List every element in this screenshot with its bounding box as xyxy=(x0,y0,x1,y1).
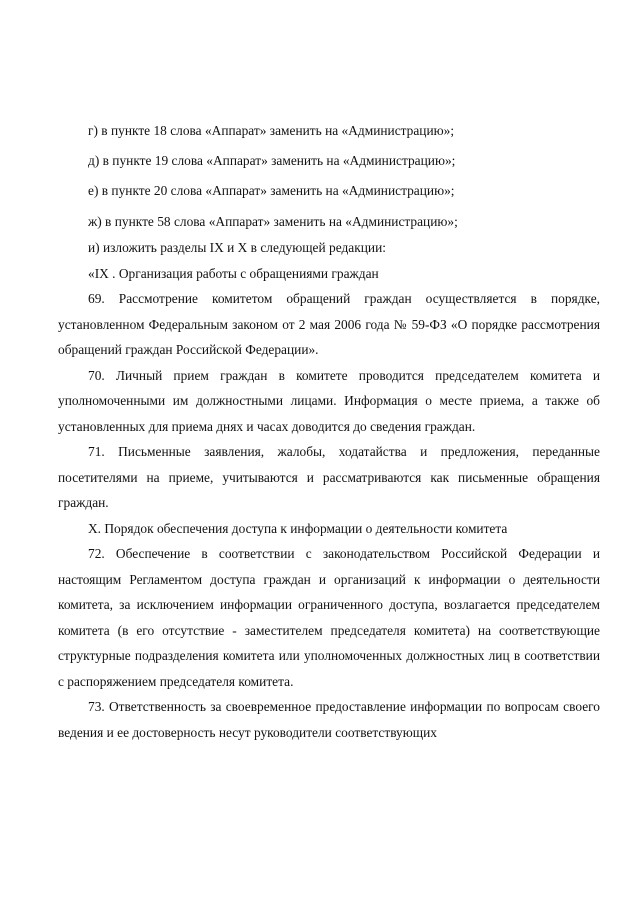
document-body xyxy=(58,118,600,745)
paragraph-72: 72. Обеспечение в соответствии с законодательством Российской Федерации и настоящим Регламентом доступа граждан и организаций к информации о деятельности комитета, за исключением информации ограниченного доступа, возлагается председателем комитета (в его отсутствие - заместителем председателя комитета) на соответствующие структурные подразделения комитета или уполномоченных должностных лиц в соответствии с распоряжением председателя комитета. xyxy=(58,546,600,689)
section-x-title: X. Порядок обеспечения доступа к информации о деятельности комитета xyxy=(88,520,508,536)
amendment-item-e: е) в пункте 20 слова «Аппарат» заменить на «Администрацию»; xyxy=(88,183,455,199)
paragraph-69: 69. Рассмотрение комитетом обращений граждан осуществляется в порядке, установленном Федеральным законом от 2 мая 2006 года № 59-ФЗ «О порядке рассмотрения обращений граждан Российской Федерации». xyxy=(58,291,600,358)
amendment-item-g: г) в пункте 18 слова «Аппарат» заменить на «Администрацию»; xyxy=(88,123,455,138)
section-ix-title: «IX . Организация работы с обращениями граждан xyxy=(88,265,379,281)
paragraph-70: 70. Личный прием граждан в комитете проводится председателем комитета и уполномоченными им должностными лицами. Информация о месте приема, а также об установленных для приема днях и часах доводится до сведения граждан. xyxy=(58,367,600,434)
paragraph-73: 73. Ответственность за своевременное предоставление информации по вопросам своего ведения и ее достоверность несут руководители соответствующих xyxy=(58,699,600,740)
amendment-item-d: д) в пункте 19 слова «Аппарат» заменить на «Администрацию»; xyxy=(88,153,456,169)
amendment-item-zh: ж) в пункте 58 слова «Аппарат» заменить на «Администрацию»; xyxy=(88,213,458,229)
amendment-item-i: и) изложить разделы IX и X в следующей редакции: xyxy=(88,240,386,256)
paragraph-71: 71. Письменные заявления, жалобы, ходатайства и предложения, переданные посетителями на приеме, учитываются и рассматриваются как письменные обращения граждан. xyxy=(58,444,600,511)
